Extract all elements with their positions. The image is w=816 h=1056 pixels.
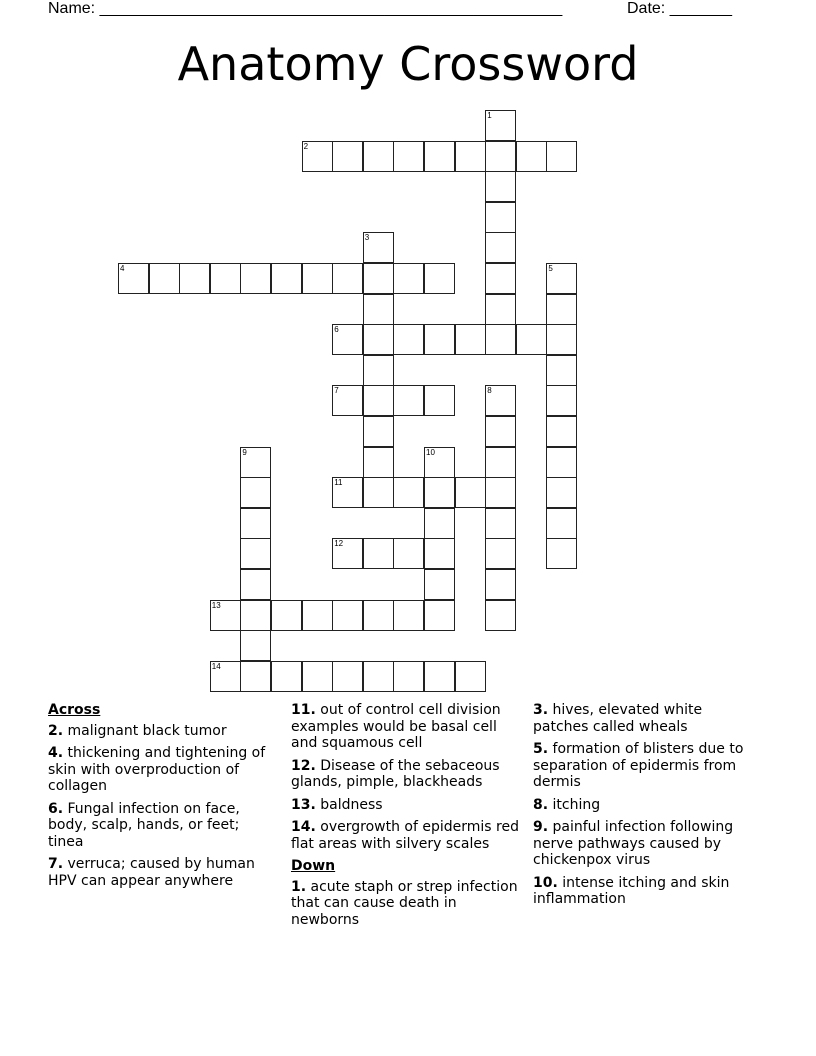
crossword-cell[interactable] (363, 232, 394, 263)
cell-number: 14 (211, 661, 221, 671)
crossword-cell[interactable] (302, 263, 333, 294)
crossword-cell[interactable] (240, 508, 271, 539)
cell-number: 10 (426, 447, 435, 457)
cell-number: 11 (334, 478, 343, 488)
crossword-cell[interactable] (546, 508, 577, 539)
crossword-cell[interactable] (485, 141, 516, 172)
cell-number: 4 (120, 264, 125, 273)
crossword-cell[interactable] (546, 477, 577, 508)
crossword-cell[interactable] (332, 324, 363, 355)
crossword-cell[interactable] (485, 508, 516, 539)
crossword-cell[interactable] (516, 141, 547, 172)
crossword-cell[interactable] (485, 416, 516, 447)
crossword-cell[interactable] (271, 263, 302, 294)
crossword-cell[interactable] (363, 447, 394, 478)
crossword-cell[interactable] (393, 324, 424, 355)
crossword-cell[interactable] (393, 477, 424, 508)
crossword-cell[interactable] (118, 263, 149, 294)
crossword-cell[interactable] (240, 600, 271, 631)
crossword-cell[interactable] (516, 324, 547, 355)
cell-number: 5 (548, 264, 553, 273)
crossword-cell[interactable] (332, 385, 363, 416)
clue-text: verruca; caused by human HPV can appear anywhere (48, 856, 255, 889)
crossword-cell[interactable] (455, 661, 486, 692)
crossword-cell[interactable] (393, 600, 424, 631)
crossword-cell[interactable] (332, 600, 363, 631)
clue-down-9 (533, 819, 761, 869)
cell-number: 3 (364, 233, 370, 243)
cell-number: 12 (334, 539, 344, 549)
crossword-cell[interactable] (546, 385, 577, 416)
clue-number: 6. (48, 800, 64, 817)
clue-text: thickening and tightening of skin with overproduction of collagen (48, 745, 266, 794)
crossword-cell[interactable] (485, 538, 516, 569)
clue-number: 11. (291, 702, 316, 718)
crossword-cell[interactable] (363, 477, 394, 508)
crossword-cell[interactable] (302, 600, 333, 631)
crossword-cell[interactable] (424, 661, 455, 692)
clue-text: itching (552, 796, 601, 813)
crossword-cell[interactable] (485, 600, 516, 631)
crossword-cell[interactable] (455, 141, 486, 172)
clue-number: 2. (48, 722, 64, 739)
crossword-cell[interactable] (485, 447, 516, 478)
crossword-cell[interactable] (240, 630, 271, 661)
crossword-cell[interactable] (240, 477, 271, 508)
crossword-cell[interactable] (485, 202, 516, 233)
crossword-cell[interactable] (546, 141, 577, 172)
crossword-cell[interactable] (393, 385, 424, 416)
cell-number: 8 (487, 386, 492, 396)
crossword-cell[interactable] (455, 324, 486, 355)
cell-number: 1 (487, 111, 492, 120)
crossword-cell[interactable] (424, 447, 455, 478)
clue-number: 9. (533, 819, 549, 835)
cell-number: 2 (303, 141, 309, 151)
clue-text: hives, elevated white patches called wheals (533, 702, 703, 735)
clue-number: 10. (533, 874, 558, 891)
crossword-cell[interactable] (332, 661, 363, 692)
crossword-cell[interactable] (240, 569, 271, 600)
crossword-cell[interactable] (240, 661, 271, 692)
clue-column-2 (291, 702, 519, 934)
crossword-cell[interactable] (363, 385, 394, 416)
clue-down-3 (533, 702, 761, 735)
clue-number: 7. (48, 856, 64, 872)
clue-number: 5. (533, 741, 549, 757)
down-heading: Down (291, 858, 336, 874)
clue-text: out of control cell division examples would be basal cell and squamous cell (291, 702, 501, 751)
crossword-cell[interactable] (546, 538, 577, 569)
clue-text: baldness (320, 796, 383, 813)
crossword-cell[interactable] (363, 141, 394, 172)
crossword-cell[interactable] (424, 324, 455, 355)
crossword-cell[interactable] (485, 385, 516, 416)
crossword-cell[interactable] (210, 263, 241, 294)
crossword-cell[interactable] (424, 508, 455, 539)
crossword-cell[interactable] (485, 263, 516, 294)
clue-text: acute staph or strep infection that can cause death in newborns (291, 878, 518, 928)
date-line[interactable]: _______ (669, 0, 732, 17)
clue-number: 12. (291, 757, 316, 774)
page-title: Anatomy Crossword (177, 37, 639, 91)
crossword-cell[interactable] (485, 171, 516, 202)
clue-across-12 (291, 758, 519, 791)
crossword-cell[interactable] (424, 477, 455, 508)
crossword-cell[interactable] (546, 263, 577, 294)
crossword-cell[interactable] (455, 477, 486, 508)
crossword-cell[interactable] (332, 477, 363, 508)
clue-down-5 (533, 741, 761, 791)
crossword-cell[interactable] (271, 600, 302, 631)
crossword-cell[interactable] (302, 141, 333, 172)
crossword-cell[interactable] (271, 661, 302, 692)
across-heading: Across (48, 702, 101, 718)
crossword-cell[interactable] (485, 294, 516, 325)
crossword-cell[interactable] (363, 416, 394, 447)
clue-text: intense itching and skin inflammation (533, 874, 730, 907)
crossword-cell[interactable] (332, 263, 363, 294)
clue-number: 14. (291, 819, 316, 835)
crossword-cell[interactable] (546, 355, 577, 386)
crossword-cell[interactable] (302, 661, 333, 692)
crossword-cell[interactable] (424, 141, 455, 172)
clue-across-14 (291, 819, 519, 852)
crossword-cell[interactable] (332, 538, 363, 569)
crossword-cell[interactable] (393, 141, 424, 172)
clue-across-4 (48, 745, 276, 795)
crossword-cell[interactable] (424, 569, 455, 600)
clue-column-1 (48, 702, 276, 895)
crossword-cell[interactable] (179, 263, 210, 294)
crossword-cell[interactable] (424, 600, 455, 631)
cell-number: 7 (334, 386, 339, 396)
crossword-cell[interactable] (240, 447, 271, 478)
crossword-cell[interactable] (393, 538, 424, 569)
crossword-cell[interactable] (363, 538, 394, 569)
crossword-cell[interactable] (393, 661, 424, 692)
clue-down-10 (533, 875, 761, 908)
clue-down-8 (533, 797, 761, 814)
crossword-cell[interactable] (485, 110, 516, 141)
crossword-cell[interactable] (363, 355, 394, 386)
clue-number: 1. (291, 878, 307, 895)
crossword-cell[interactable] (485, 569, 516, 600)
clue-number: 3. (533, 702, 549, 718)
crossword-cell[interactable] (149, 263, 180, 294)
clue-across-7 (48, 856, 276, 889)
crossword-cell[interactable] (363, 294, 394, 325)
crossword-cell[interactable] (363, 324, 394, 355)
clue-text: Disease of the sebaceous glands, pimple, blackheads (291, 757, 500, 790)
clue-down-1 (291, 879, 519, 929)
crossword-cell[interactable] (393, 263, 424, 294)
clue-number: 8. (533, 796, 549, 813)
clue-number: 4. (48, 745, 64, 761)
clue-column-3 (533, 702, 761, 914)
clue-number: 13. (291, 796, 316, 813)
crossword-cell[interactable] (546, 294, 577, 325)
crossword-cell[interactable] (546, 324, 577, 355)
cell-number: 13 (211, 600, 221, 610)
crossword-cell[interactable] (546, 416, 577, 447)
crossword-cell[interactable] (363, 263, 394, 294)
crossword-cell[interactable] (332, 141, 363, 172)
crossword-cell[interactable] (424, 385, 455, 416)
clue-text: overgrowth of epidermis red flat areas with silvery scales (291, 819, 519, 852)
crossword-cell[interactable] (363, 661, 394, 692)
crossword-cell[interactable] (240, 263, 271, 294)
crossword-cell[interactable] (240, 538, 271, 569)
clue-across-6 (48, 801, 276, 851)
name-line[interactable]: ____________________________________________________ (99, 0, 563, 17)
clue-across-13 (291, 797, 519, 814)
crossword-cell[interactable] (424, 538, 455, 569)
clue-across-11 (291, 702, 519, 752)
clue-text: Fungal infection on face, body, scalp, hands, or feet; tinea (48, 800, 240, 850)
crossword-cell[interactable] (363, 600, 394, 631)
clue-text: formation of blisters due to separation of epidermis from dermis (533, 741, 744, 790)
crossword-cell[interactable] (485, 324, 516, 355)
cell-number: 9 (242, 447, 247, 457)
crossword-cell[interactable] (210, 661, 241, 692)
date-label: Date: (627, 0, 666, 17)
clue-text: painful infection following nerve pathways caused by chickenpox virus (533, 819, 734, 868)
crossword-cell[interactable] (485, 477, 516, 508)
name-label: Name: (48, 0, 96, 17)
crossword-cell[interactable] (485, 232, 516, 263)
cell-number: 6 (334, 325, 339, 335)
crossword-cell[interactable] (546, 447, 577, 478)
clue-across-2 (48, 723, 276, 740)
clue-text: malignant black tumor (67, 722, 227, 739)
crossword-cell[interactable] (424, 263, 455, 294)
crossword-cell[interactable] (210, 600, 241, 631)
